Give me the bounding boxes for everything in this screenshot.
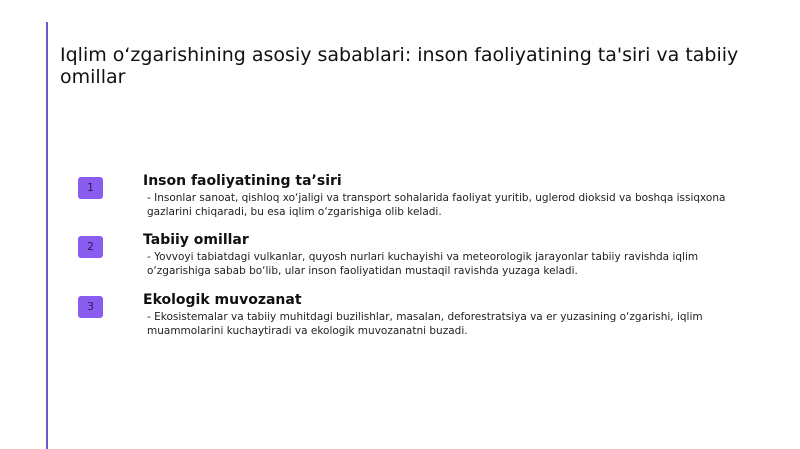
item-description: - Ekosistemalar va tabiiy muhitdagi buzilishlar, masalan, deforestratsiya va er yuzasining o‘zgarishi, iqlim muammolarini kuchaytiradi va ekologik muvozanatni buzadi. [147,311,703,337]
number-badge: 1 [78,177,103,199]
slide-title: Iqlim o‘zgarishining asosiy sabablari: inson faoliyatining ta'siri va tabiiy omillar [60,44,739,88]
item-description: - Yovvoyi tabiatdagi vulkanlar, quyosh nurlari kuchayishi va meteorologik jarayonlar tabiiy ravishda iqlim o‘zgarishiga sabab bo‘lib, ular inson faoliyatidan mustaqil ravishda yuzaga keladi. [147,251,699,277]
item-content [143,292,743,338]
accent-line [46,22,48,449]
item-title: Inson faoliyatining ta’siri [143,173,342,189]
item-content [143,232,743,278]
item-content [143,173,743,219]
number-badge: 2 [78,236,103,258]
item-title: Tabiiy omillar [143,232,249,248]
item-description: - Insonlar sanoat, qishloq xo‘jaligi va transport sohalarida faoliyat yuritib, uglerod dioksid va boshqa issiqxona gazlarini chiqaradi, bu esa iqlim o‘zgarishiga olib keladi. [147,192,726,218]
item-title: Ekologik muvozanat [143,292,302,308]
number-badge: 3 [78,296,103,318]
